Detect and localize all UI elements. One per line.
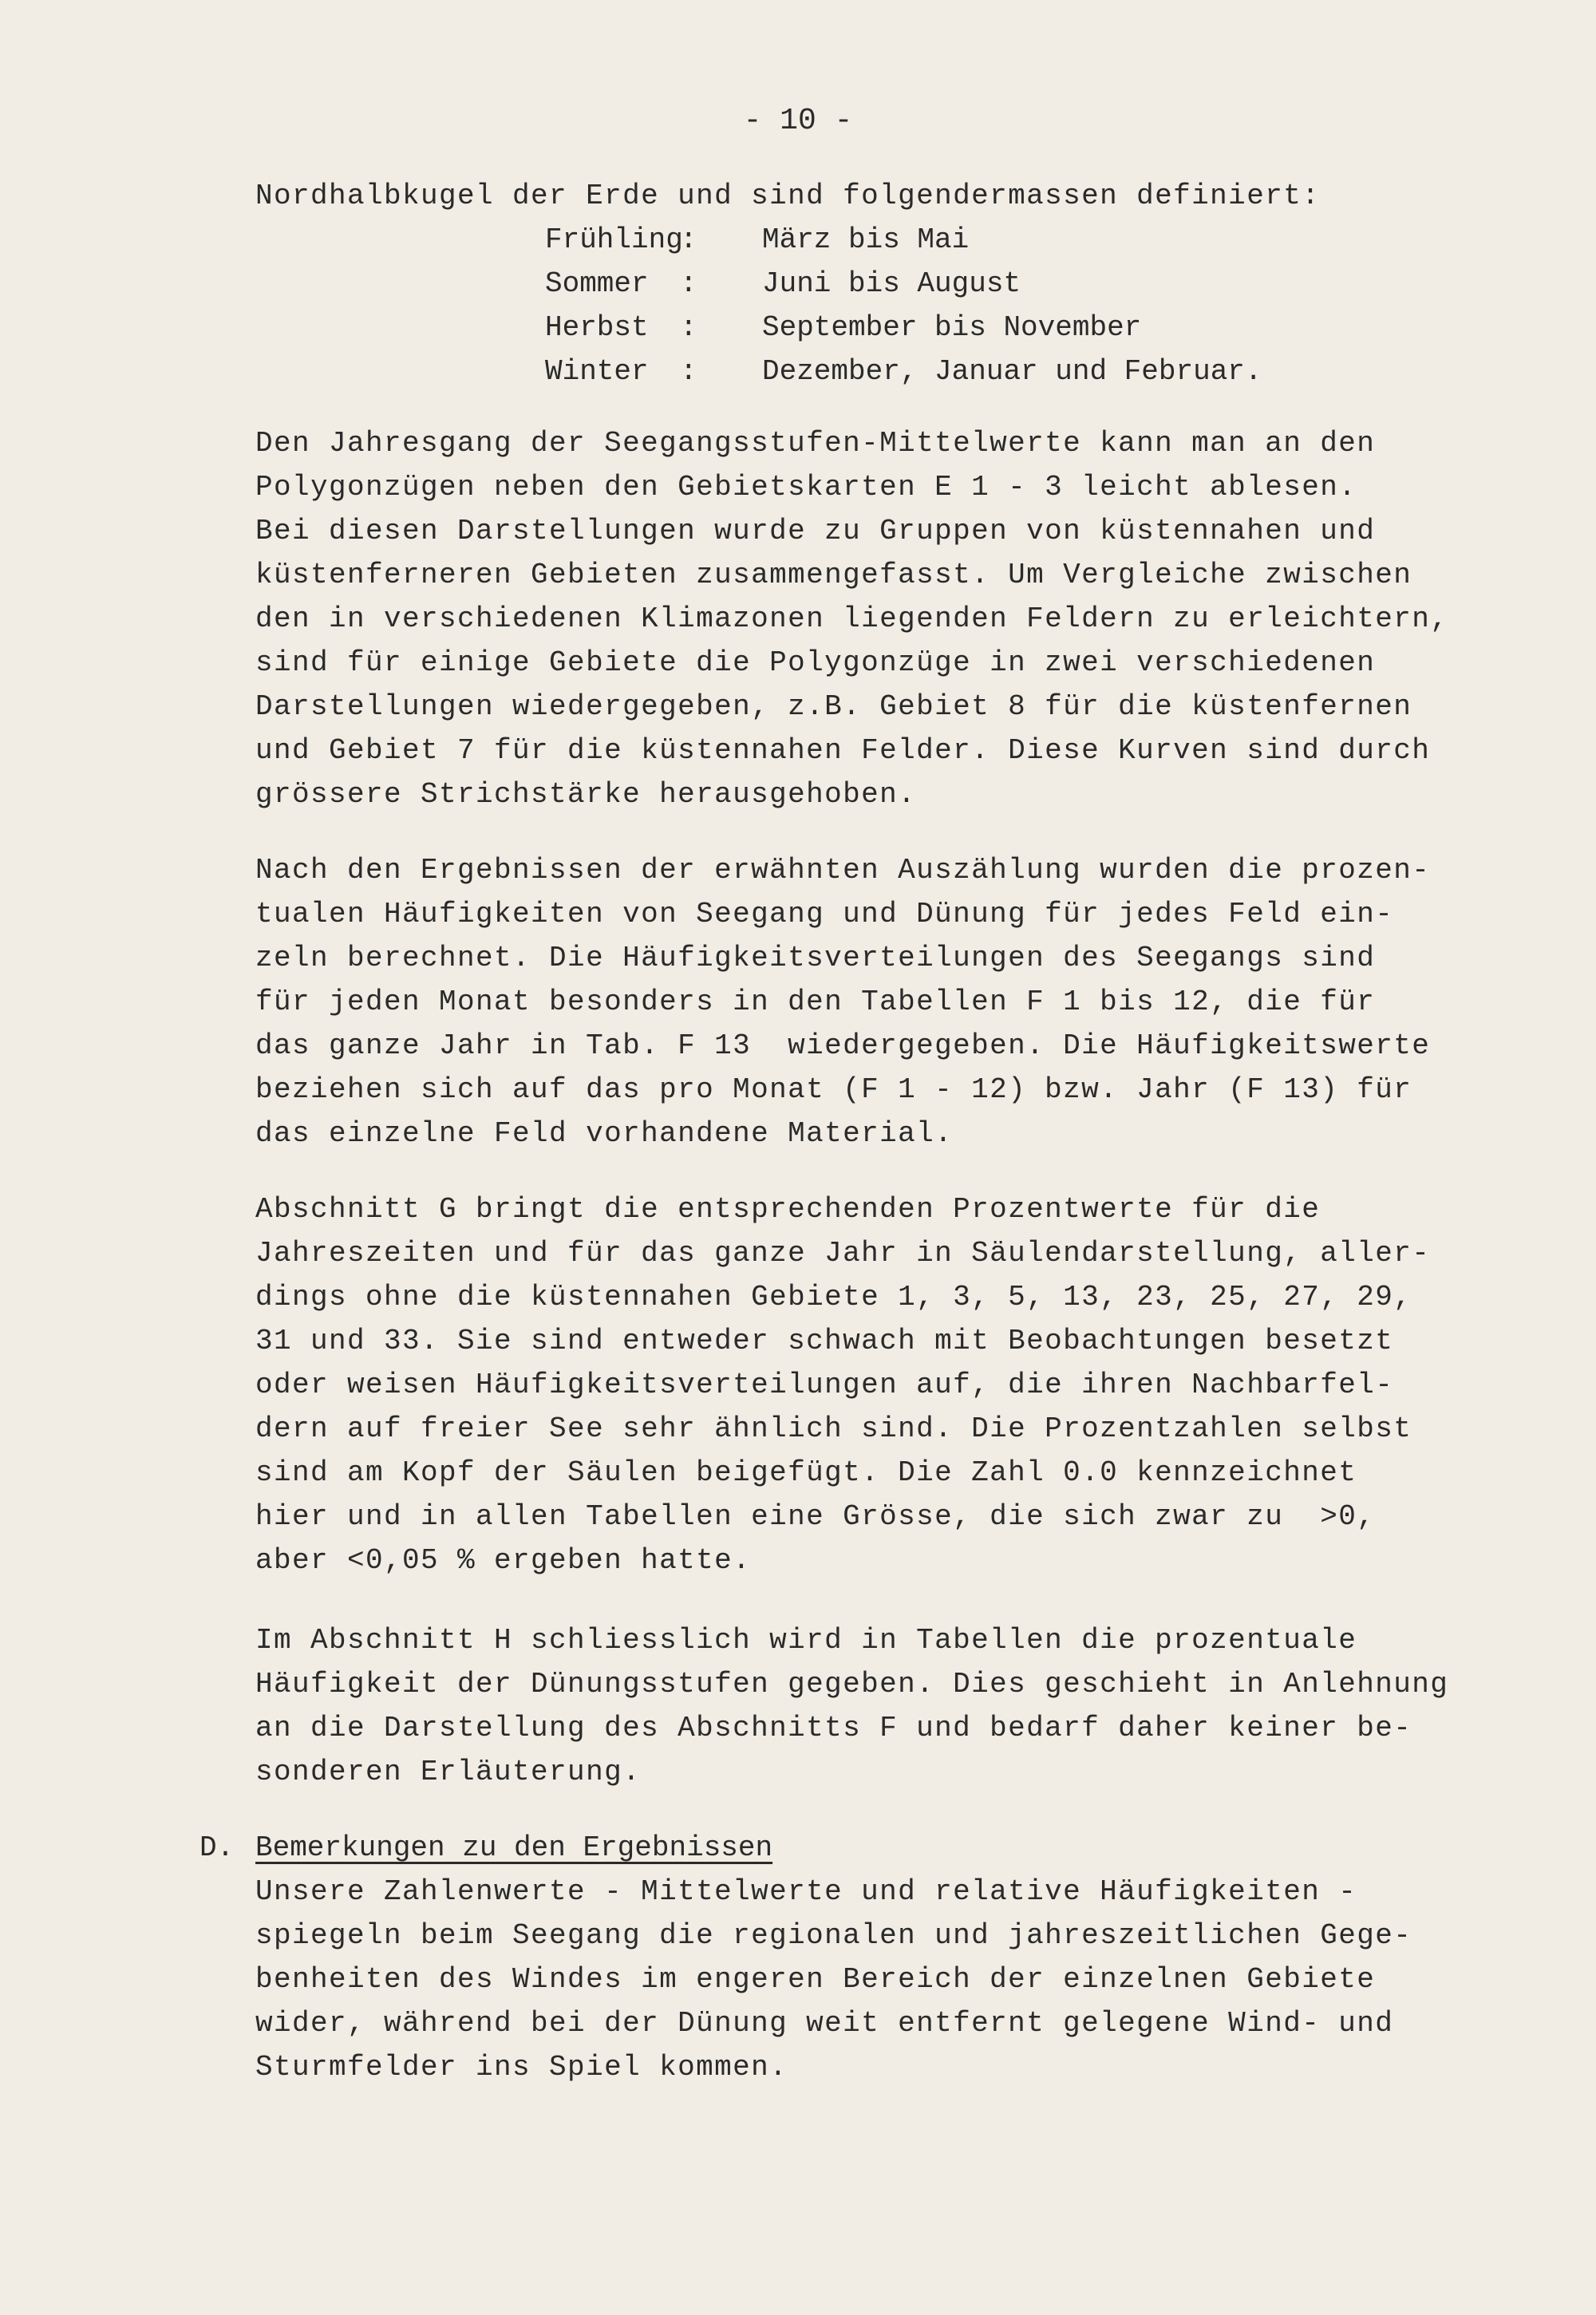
text-line: an die Darstellung des Abschnitts F und bedarf daher keiner be- <box>255 1712 1412 1744</box>
text-line: küstenferneren Gebieten zusammengefasst. Um Vergleiche zwischen <box>255 559 1412 591</box>
text-line: Unsere Zahlenwerte - Mittelwerte und relative Häufigkeiten - <box>255 1875 1357 1908</box>
season-name: Frühling <box>545 223 683 256</box>
text-line: dings ohne die küstennahen Gebiete 1, 3, 5, 13, 23, 25, 27, 29, <box>255 1281 1412 1314</box>
text-line: sind am Kopf der Säulen beigefügt. Die Zahl 0.0 kennzeichnet <box>255 1456 1357 1489</box>
text-line: benheiten des Windes im engeren Bereich der einzelnen Gebiete <box>255 1963 1376 1996</box>
text-line: grössere Strichstärke herausgehoben. <box>255 778 917 811</box>
season-name: Sommer <box>545 267 649 300</box>
season-separator: : <box>680 223 697 256</box>
season-name: Herbst <box>545 311 649 344</box>
text-line: Nach den Ergebnissen der erwähnten Auszählung wurden die prozen- <box>255 854 1431 887</box>
text-line: sonderen Erläuterung. <box>255 1756 642 1788</box>
text-line: Sturmfelder ins Spiel kommen. <box>255 2051 788 2084</box>
text-line: und Gebiet 7 für die küstennahen Felder. Diese Kurven sind durch <box>255 734 1431 767</box>
text-line: oder weisen Häufigkeitsverteilungen auf, die ihren Nachbarfel- <box>255 1369 1394 1401</box>
text-line: Häufigkeit der Dünungsstufen gegeben. Dies geschieht in Anlehnung <box>255 1668 1449 1701</box>
text-line: Polygonzügen neben den Gebietskarten E 1 - 3 leicht ablesen. <box>255 471 1357 504</box>
season-range: Juni bis August <box>762 267 1021 300</box>
text-line: Im Abschnitt H schliesslich wird in Tabellen die prozentuale <box>255 1624 1357 1657</box>
text-line: Jahreszeiten und für das ganze Jahr in Säulendarstellung, aller- <box>255 1237 1431 1270</box>
text-line: Den Jahresgang der Seegangsstufen-Mittelwerte kann man an den <box>255 427 1376 460</box>
text-line: Bei diesen Darstellungen wurde zu Gruppen von küstennahen und <box>255 515 1376 547</box>
text-line: den in verschiedenen Klimazonen liegenden Feldern zu erleichtern, <box>255 602 1449 635</box>
text-line: tualen Häufigkeiten von Seegang und Dünung für jedes Feld ein- <box>255 898 1394 930</box>
section-letter: D. <box>200 1831 235 1864</box>
text-line: Darstellungen wiedergegeben, z.B. Gebiet 8 für die küstenfernen <box>255 690 1412 723</box>
season-range: Dezember, Januar und Februar. <box>762 355 1262 388</box>
section-heading: Bemerkungen zu den Ergebnissen <box>255 1831 773 1864</box>
season-separator: : <box>680 311 697 344</box>
intro-line: Nordhalbkugel der Erde und sind folgendermassen definiert: <box>255 180 1321 212</box>
season-separator: : <box>680 267 697 300</box>
text-line: aber <0,05 % ergeben hatte. <box>255 1544 752 1577</box>
season-separator: : <box>680 355 697 388</box>
season-range: März bis Mai <box>762 223 970 256</box>
page-number: - 10 - <box>743 104 853 138</box>
text-line: sind für einige Gebiete die Polygonzüge in zwei verschiedenen <box>255 646 1376 679</box>
text-line: hier und in allen Tabellen eine Grösse, die sich zwar zu >0, <box>255 1500 1376 1533</box>
text-line: spiegeln beim Seegang die regionalen und jahreszeitlichen Gege- <box>255 1919 1412 1952</box>
season-range: September bis November <box>762 311 1142 344</box>
text-line: 31 und 33. Sie sind entweder schwach mit Beobachtungen besetzt <box>255 1325 1394 1357</box>
season-name: Winter <box>545 355 649 388</box>
text-line: beziehen sich auf das pro Monat (F 1 - 12) bzw. Jahr (F 13) für <box>255 1073 1412 1106</box>
text-line: Abschnitt G bringt die entsprechenden Prozentwerte für die <box>255 1193 1321 1226</box>
text-line: das einzelne Feld vorhandene Material. <box>255 1117 954 1150</box>
text-line: zeln berechnet. Die Häufigkeitsverteilungen des Seegangs sind <box>255 942 1376 974</box>
text-line: für jeden Monat besonders in den Tabellen F 1 bis 12, die für <box>255 986 1376 1018</box>
text-line: dern auf freier See sehr ähnlich sind. Die Prozentzahlen selbst <box>255 1412 1412 1445</box>
text-line: das ganze Jahr in Tab. F 13 wiedergegeben. Die Häufigkeitswerte <box>255 1029 1431 1062</box>
text-line: wider, während bei der Dünung weit entfernt gelegene Wind- und <box>255 2007 1394 2040</box>
